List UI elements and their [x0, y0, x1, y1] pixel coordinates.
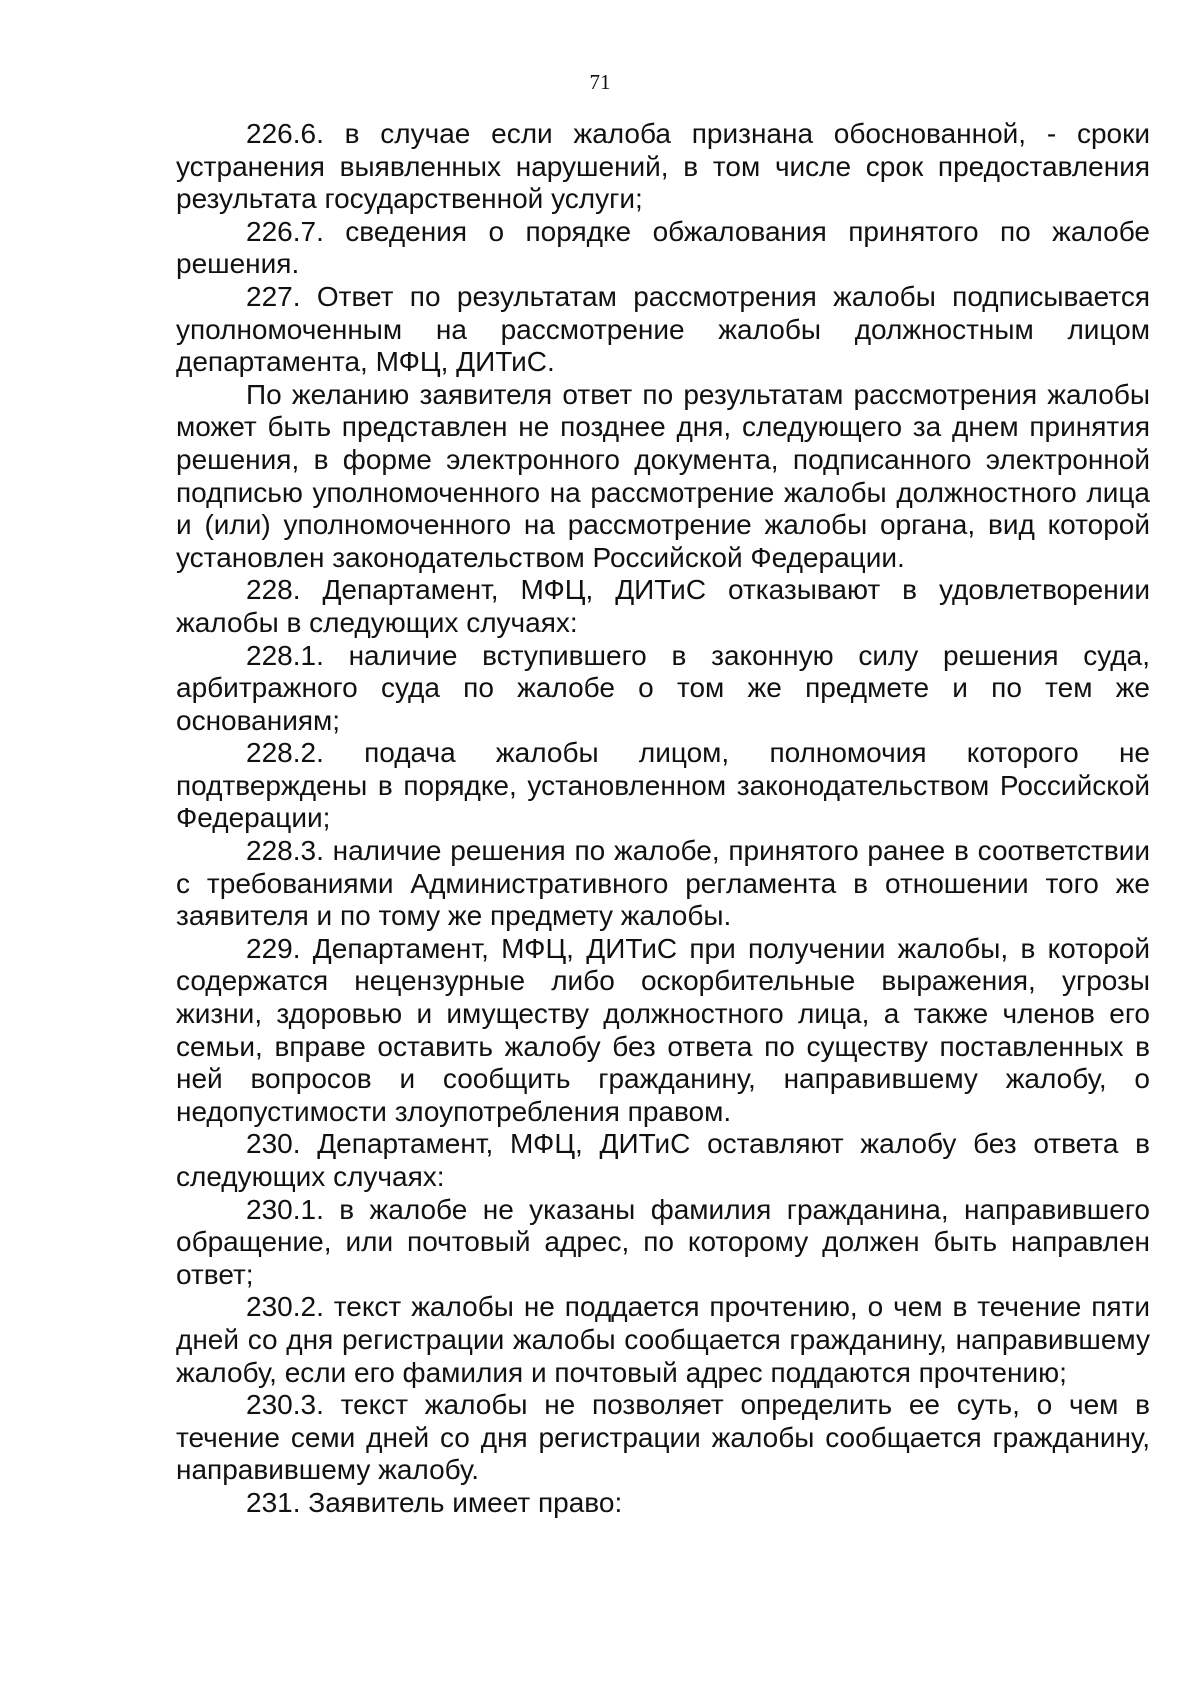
- paragraph-228-3: 228.3. наличие решения по жалобе, принятого ранее в соответствии с требованиями Административного регламента в отношении того же заявителя и по тому же предмету жалобы.: [176, 835, 1150, 932]
- paragraph-228-2: 228.2. подача жалобы лицом, полномочия которого не подтверждены в порядке, установленном законодательством Российской Федерации;: [176, 737, 1150, 834]
- paragraph-226-7: 226.7. сведения о порядке обжалования принятого по жалобе решения.: [176, 215, 1150, 280]
- paragraph-230-2: 230.2. текст жалобы не поддается прочтению, о чем в течение пяти дней со дня регистрации жалобы сообщается гражданину, направившему жалобу, если его фамилия и почтовый адрес поддаются прочтению;: [176, 1291, 1150, 1388]
- paragraph-226-6: 226.6. в случае если жалоба признана обоснованной, - сроки устранения выявленных нарушений, в том числе срок предоставления результата государственной услуги;: [176, 118, 1150, 215]
- paragraph-229: 229. Департамент, МФЦ, ДИТиС при получении жалобы, в которой содержатся нецензурные либо оскорбительные выражения, угрозы жизни, здоровью и имуществу должностного лица, а также членов его семьи, вправе оставить жалобу без ответа по существу поставленных в ней вопросов и сообщить гражданину, направившему жалобу, о недопустимости злоупотребления правом.: [176, 932, 1150, 1127]
- paragraph-231: 231. Заявитель имеет право:: [246, 1486, 623, 1518]
- paragraph-227-electronic-answer: По желанию заявителя ответ по результатам рассмотрения жалобы может быть представлен не позднее дня, следующего за днем принятия решения, в форме электронного документа, подписанного электронной подписью уполномоченного на рассмотрение жалобы должностного лица и (или) уполномоченного на рассмотрение жалобы органа, вид которой установлен законодательством Российской Федерации.: [176, 378, 1150, 573]
- paragraph-230: 230. Департамент, МФЦ, ДИТиС оставляют жалобу без ответа в следующих случаях:: [176, 1128, 1150, 1192]
- paragraph-230-3: 230.3. текст жалобы не позволяет определить ее суть, о чем в течение семи дней со дня регистрации жалобы сообщается гражданину, направившему жалобу.: [176, 1389, 1150, 1486]
- paragraph-228-1: 228.1. наличие вступившего в законную силу решения суда, арбитражного суда по жалобе о том же предмете и по тем же основаниям;: [176, 639, 1150, 736]
- document-body: [176, 118, 1150, 1520]
- paragraph-227: 227. Ответ по результатам рассмотрения жалобы подписывается уполномоченным на рассмотрение жалобы должностным лицом департамента, МФЦ, ДИТиС.: [176, 280, 1150, 378]
- paragraph-230-1: 230.1. в жалобе не указаны фамилия гражданина, направившего обращение, или почтовый адрес, по которому должен быть направлен ответ;: [176, 1193, 1150, 1290]
- paragraph-228: 228. Департамент, МФЦ, ДИТиС отказывают в удовлетворении жалобы в следующих случаях:: [176, 574, 1150, 638]
- page-number: 71: [589, 70, 611, 94]
